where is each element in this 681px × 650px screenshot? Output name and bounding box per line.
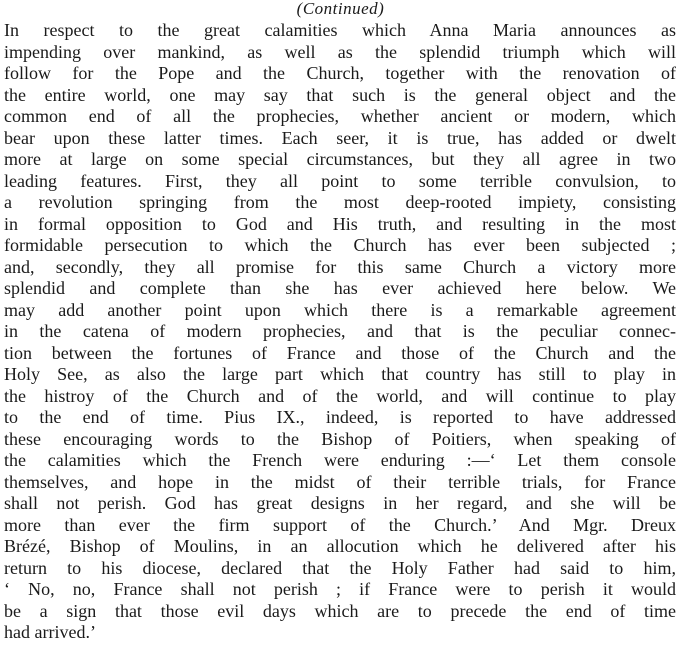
article-line: to the end of time. Pius IX., indeed, is reported to have addressed <box>4 407 676 427</box>
article-line: the calamities which the French were enduring :—‘ Let them console <box>4 450 676 470</box>
article-line: these encouraging words to the Bishop of Poitiers, when speaking of <box>4 428 676 449</box>
article-line: return to his diocese, declared that the Holy Father had said to him, <box>4 557 676 578</box>
article-line: common end of all the prophecies, whether ancient or modern, which <box>4 106 676 126</box>
article-line: splendid and complete than she has ever achieved here below. We <box>4 278 676 298</box>
article-line: impending over mankind, as well as the splendid triumph which will <box>4 41 676 62</box>
article-line: Holy See, as also the large part which that country has still to play in <box>4 364 676 384</box>
article-line: Brézé, Bishop of Moulins, in an allocution which he delivered after his <box>4 536 676 556</box>
article-body <box>4 20 676 644</box>
continued-heading: (Continued) <box>296 0 385 18</box>
article-line: formidable persecution to which the Church has ever been subjected ; <box>4 235 676 255</box>
article-line: more at large on some special circumstances, but they all agree in two <box>4 149 676 169</box>
article-line: and, secondly, they all promise for this same Church a victory more <box>4 256 676 277</box>
article-line: the histroy of the Church and of the world, and will continue to play <box>4 385 676 406</box>
article-line: may add another point upon which there is a remarkable agreement <box>4 299 676 320</box>
article-line: the entire world, one may say that such is the general object and the <box>4 84 676 105</box>
article-line: in formal opposition to God and His truth, and resulting in the most <box>4 213 676 234</box>
article-line: follow for the Pope and the Church, together with the renovation of <box>4 63 676 83</box>
article-line: more than ever the firm support of the Church.’ And Mgr. Dreux <box>4 514 676 535</box>
article-line: tion between the fortunes of France and those of the Church and the <box>4 342 676 363</box>
article-line: themselves, and hope in the midst of their terrible trials, for France <box>4 471 676 492</box>
article-line: bear upon these latter times. Each seer, it is true, has added or dwelt <box>4 127 676 148</box>
article-line: a revolution springing from the most deep-rooted impiety, consisting <box>4 192 676 212</box>
article-line: leading features. First, they all point to some terrible convulsion, to <box>4 170 676 191</box>
article-line: had arrived.’ <box>4 622 96 642</box>
article-line: shall not perish. God has great designs in her regard, and she will be <box>4 493 676 513</box>
article-line: be a sign that those evil days which are to precede the end of time <box>4 600 676 621</box>
article-line: ‘ No, no, France shall not perish ; if France were to perish it would <box>4 579 676 599</box>
article-line: in the catena of modern prophecies, and that is the peculiar connec- <box>4 321 676 341</box>
article-line: In respect to the great calamities which Anna Maria announces as <box>4 20 676 40</box>
